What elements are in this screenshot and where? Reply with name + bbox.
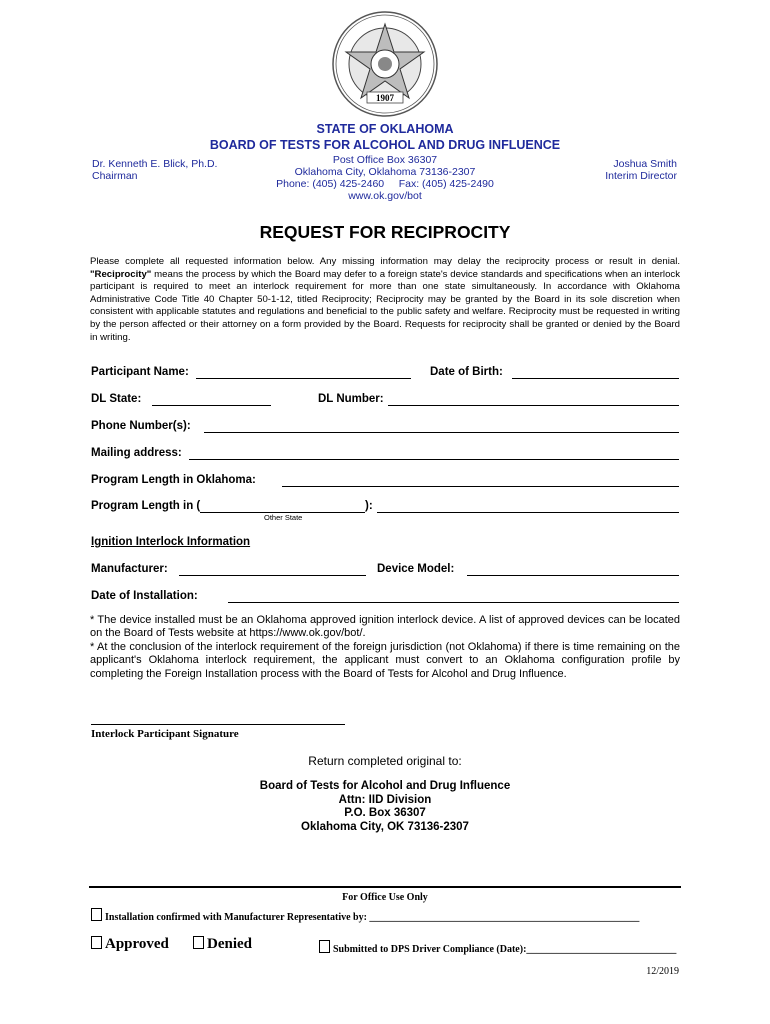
program-other-label: Program Length in ( [91, 500, 201, 512]
signature-line[interactable] [91, 724, 345, 725]
participant-name-label: Participant Name: [91, 366, 189, 378]
program-other-close: ): [365, 500, 373, 512]
installation-label: Installation confirmed with Manufacturer Representative by: ______________________________________________________ [105, 912, 640, 923]
other-state-caption: Other State [264, 513, 303, 522]
manufacturer-label: Manufacturer: [91, 563, 168, 575]
return-line-4: Oklahoma City, OK 73136-2307 [301, 820, 469, 833]
note-conversion: * At the conclusion of the interlock requirement of the foreign jurisdiction (not Oklahoma) if there is time remaining on the applicant's Oklahoma interlock requirement, the applicant must convert to an Oklahoma configuration profile by completing the Foreign Installation process with the Board of Tests for Alcohol and Drug Influence. [90, 640, 680, 680]
office-heading: For Office Use Only [342, 892, 428, 903]
revision-date: 12/2019 [646, 966, 679, 977]
return-line-1: Board of Tests for Alcohol and Drug Influence [259, 780, 511, 792]
denied-label: Denied [207, 936, 252, 952]
denied-row [193, 936, 252, 953]
address-line-3: Phone: (405) 425-2460 Fax: (405) 425-2490 [276, 178, 494, 190]
install-date-label: Date of Installation: [91, 590, 198, 602]
return-address [0, 780, 770, 834]
dps-label: Submitted to DPS Driver Compliance (Date):______________________________ [333, 944, 677, 955]
director-name: Joshua Smith [613, 158, 677, 170]
install-date-field[interactable] [228, 602, 679, 603]
intro-term: "Reciprocity" [90, 268, 152, 280]
intro-paragraph [90, 256, 680, 344]
approved-checkbox[interactable] [91, 936, 102, 949]
address-line-1: Post Office Box 36307 [332, 154, 438, 166]
mailing-label: Mailing address: [91, 447, 182, 459]
board-name: BOARD OF TESTS FOR ALCOHOL AND DRUG INFLUENCE [209, 138, 561, 152]
state-name: STATE OF OKLAHOMA [316, 122, 454, 136]
dps-checkbox[interactable] [319, 940, 330, 953]
dl-state-label: DL State: [91, 393, 142, 405]
mailing-field[interactable] [189, 459, 679, 460]
installation-checkbox[interactable] [91, 908, 102, 921]
approved-label: Approved [105, 936, 169, 952]
website[interactable]: www.ok.gov/bot [348, 190, 422, 202]
dl-state-field[interactable] [152, 405, 271, 406]
dl-number-field[interactable] [388, 405, 679, 406]
dob-label: Date of Birth: [430, 366, 503, 378]
approved-row [91, 936, 169, 953]
address-line-2: Oklahoma City, Oklahoma 73136-2307 [294, 166, 476, 178]
chairman-name: Dr. Kenneth E. Blick, Ph.D. [92, 158, 218, 170]
manufacturer-field[interactable] [179, 575, 366, 576]
installation-row [91, 908, 639, 923]
intro-lead: Please complete all requested information below. Any missing information may delay the reciprocity process or result in denial. [90, 256, 680, 267]
return-intro: Return completed original to: [308, 754, 462, 768]
note-approved-devices: * The device installed must be an Oklahoma approved ignition interlock device. A list of approved devices can be located on the Board of Tests website at https://www.ok.gov/bot/. [90, 614, 680, 640]
dl-number-label: DL Number: [318, 393, 384, 405]
program-other-field[interactable] [377, 512, 679, 513]
denied-checkbox[interactable] [193, 936, 204, 949]
office-divider [89, 886, 681, 888]
intro-body: means the process by which the Board may defer to a foreign state's device standards and specifications when an interlock participant is required to meet an interlock requirement for more than one state simultaneously. In accordance with Oklahoma Administrative Code Title 40 Chapter 50-1-12, titled Reciprocity; Reciprocity may be granted by the Board in its sole discretion when consistent with applicable statutes and regulations and beneficial to the public safety and welfare. Reciprocity must be requested in writing by the person affected or their attorney on a form provided by the Board. Requests for reciprocity shall be granted or denied by the Board in writing. [90, 268, 680, 343]
program-ok-label: Program Length in Oklahoma: [91, 474, 256, 486]
return-line-3: P.O. Box 36307 [344, 807, 426, 819]
director-title: Interim Director [605, 170, 677, 182]
chairman-title: Chairman [92, 170, 138, 182]
phone-label: Phone Number(s): [91, 420, 191, 432]
notes [90, 614, 680, 681]
participant-name-field[interactable] [196, 378, 411, 379]
device-model-label: Device Model: [377, 563, 455, 575]
dps-row [319, 940, 676, 955]
dob-field[interactable] [512, 378, 679, 379]
device-model-field[interactable] [467, 575, 679, 576]
iid-heading: Ignition Interlock Information [91, 536, 251, 548]
seal-year: 1907 [376, 93, 394, 103]
return-line-2: Attn: IID Division [338, 793, 432, 806]
signature-label: Interlock Participant Signature [91, 728, 239, 740]
program-ok-field[interactable] [282, 486, 679, 487]
phone-field[interactable] [204, 432, 679, 433]
form-title: REQUEST FOR RECIPROCITY [259, 222, 511, 242]
state-seal [331, 10, 439, 118]
